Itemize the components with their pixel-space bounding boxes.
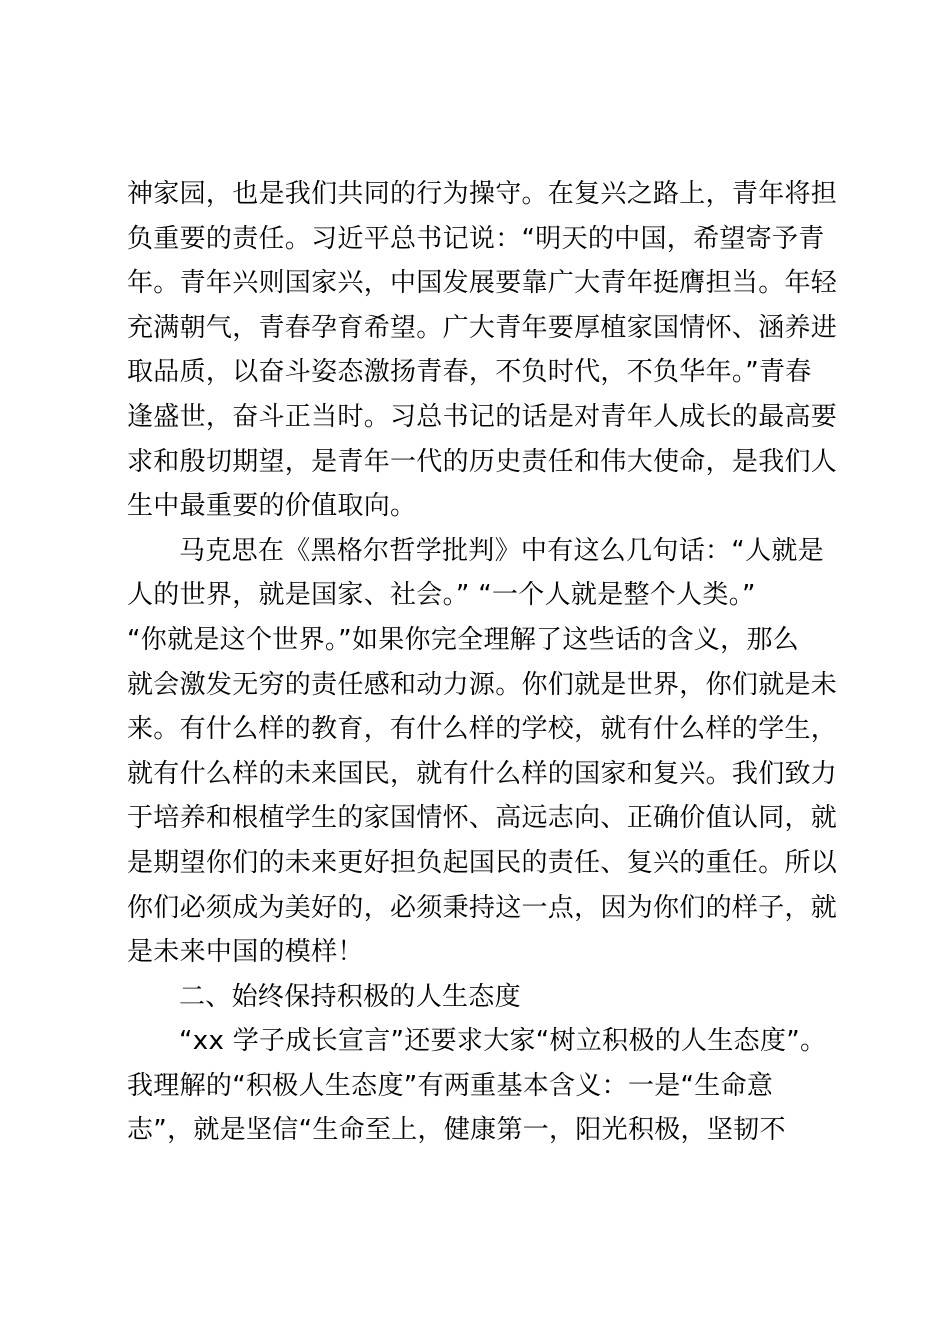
text-line: 我理解的“积极人生态度”有两重基本含义：一是“生命意 <box>127 1070 774 1101</box>
text-line: 神家园，也是我们共同的行为操守。在复兴之路上，青年将担 <box>127 179 838 209</box>
text-line: “你就是这个世界。”如果你完全理解了这些话的含义，那么 <box>127 624 800 655</box>
section-heading: 二、始终保持积极的人生态度 <box>179 981 521 1012</box>
document-body <box>127 172 837 1153</box>
text-line: 来。有什么样的教育，有什么样的学校，就有什么样的学生， <box>127 714 838 745</box>
text-line: 求和殷切期望，是青年一代的历史责任和伟大使命，是我们人 <box>127 446 838 477</box>
text-line: 生中最重要的价值取向。 <box>127 491 417 522</box>
text-line: 负重要的责任。习近平总书记说：“明天的中国，希望寄予青 <box>127 223 825 254</box>
text-line: 是期望你们的未来更好担负起国民的责任、复兴的重任。所以 <box>127 847 838 878</box>
text-line: 取品质，以奋斗姿态激扬青春，不负时代，不负华年。”青春 <box>127 357 812 388</box>
text-line: 充满朝气，青春孕育希望。广大青年要厚植家国情怀、涵养进 <box>127 312 838 343</box>
text-line: 就会激发无穷的责任感和动力源。你们就是世界，你们就是未 <box>127 669 838 700</box>
paragraph-start-line: “xx 学子成长宣言”还要求大家“树立积极的人生态度”。 <box>179 1026 827 1057</box>
text-line: 年。青年兴则国家兴，中国发展要靠广大青年挺膺担当。年轻 <box>127 268 838 299</box>
text-line: 志”，就是坚信“生命至上，健康第一，阳光积极，坚韧不 <box>127 1115 786 1146</box>
text-line: 是未来中国的模样！ <box>127 937 364 968</box>
text-line: 逢盛世，奋斗正当时。习总书记的话是对青年人成长的最高要 <box>127 401 838 432</box>
text-line: 于培养和根植学生的家国情怀、高远志向、正确价值认同，就 <box>127 803 838 834</box>
text-line: 人的世界，就是国家、社会。” “一个人就是整个人类。” <box>127 580 756 611</box>
paragraph-start-line: 马克思在《黑格尔哲学批判》中有这么几句话：“人就是 <box>179 535 824 566</box>
text-line: 就有什么样的未来国民，就有什么样的国家和复兴。我们致力 <box>127 758 838 789</box>
text-line: 你们必须成为美好的，必须秉持这一点，因为你们的样子，就 <box>127 892 838 923</box>
